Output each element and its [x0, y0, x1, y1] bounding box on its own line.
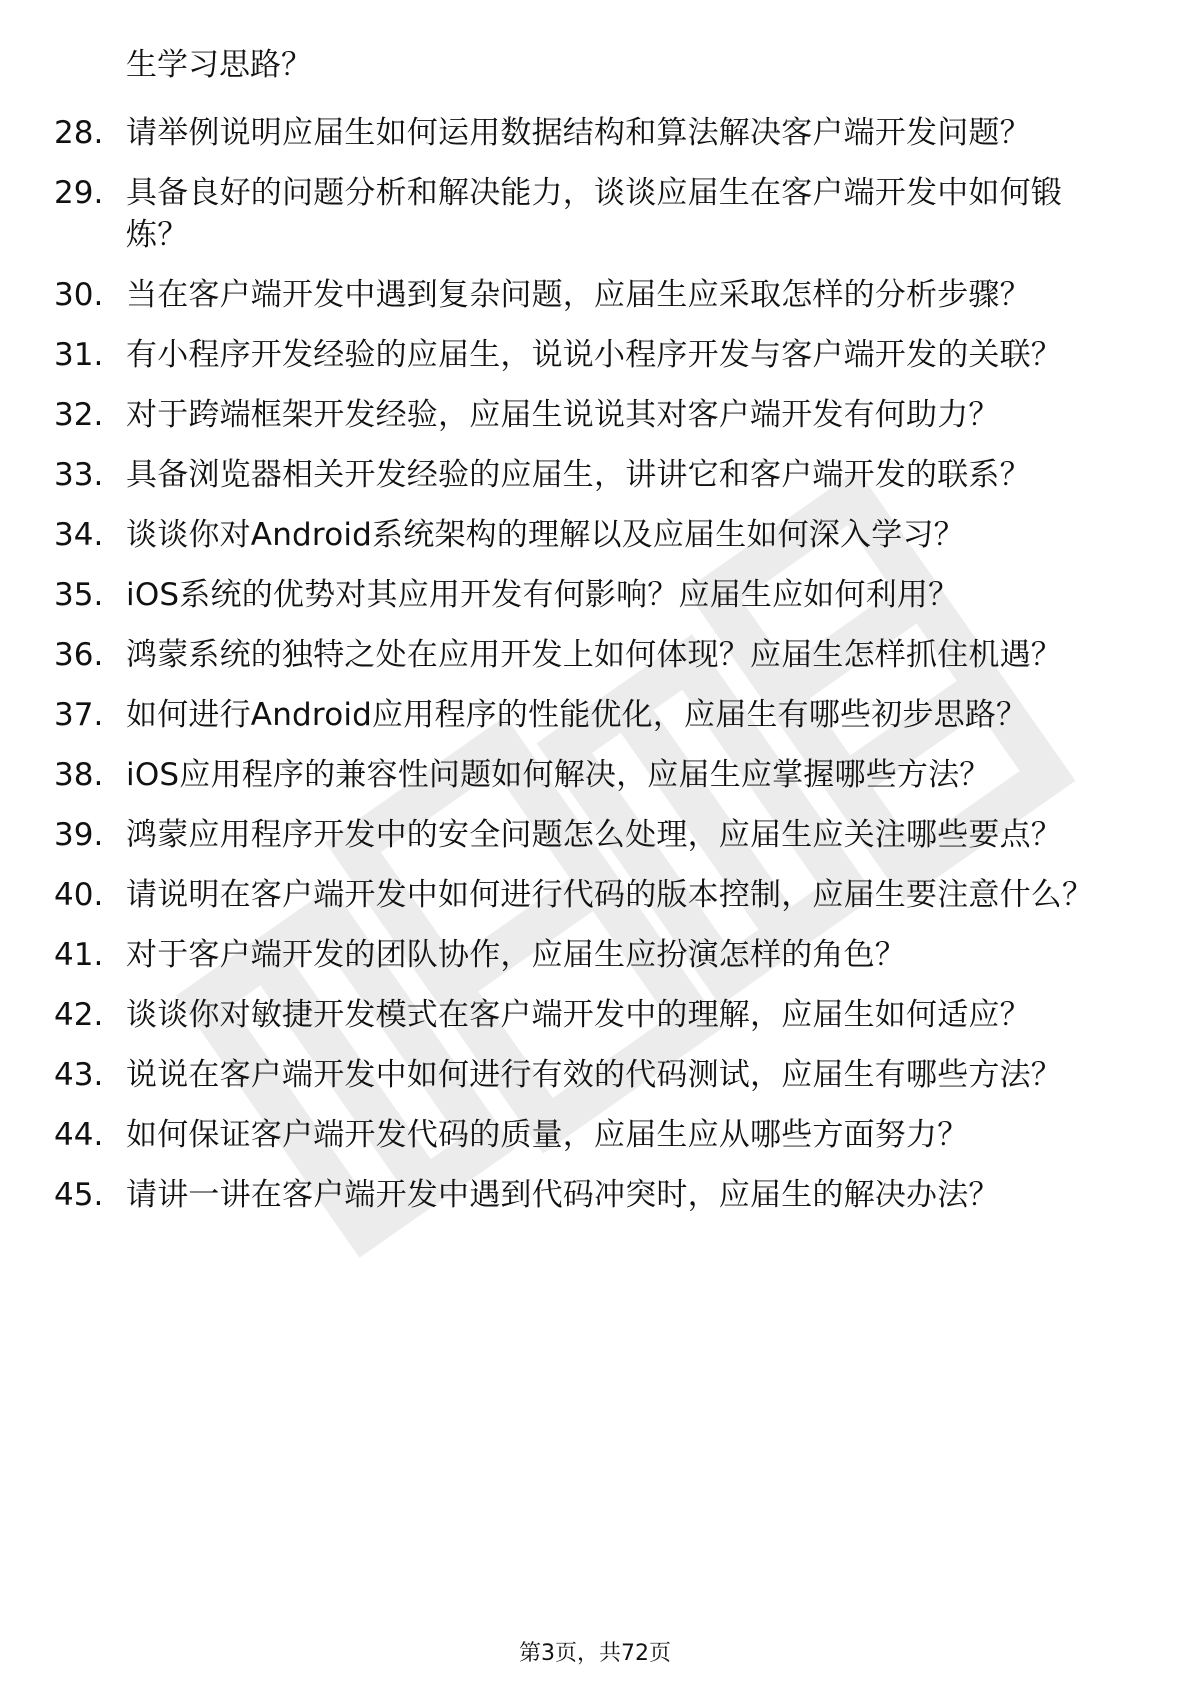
- question-text: 如何进行Android应用程序的性能优化，应届生有哪些初步思路？: [126, 697, 1028, 733]
- continued-question-text: 生学习思路？: [126, 47, 312, 83]
- question-item: [0, 112, 1116, 154]
- question-text: iOS系统的优势对其应用开发有何影响？应届生应如何利用？: [126, 577, 960, 613]
- question-number: 36.: [54, 637, 104, 673]
- question-number: 30.: [54, 277, 104, 313]
- question-item: [0, 1114, 1116, 1156]
- question-item: [0, 814, 1116, 856]
- question-item: [0, 334, 1116, 376]
- question-text: 具备浏览器相关开发经验的应届生，讲讲它和客户端开发的联系？: [126, 457, 1031, 493]
- question-text: 鸿蒙系统的独特之处在应用开发上如何体现？应届生怎样抓住机遇？: [126, 637, 1062, 673]
- question-text: iOS应用程序的兼容性问题如何解决，应届生应掌握哪些方法？: [126, 757, 991, 793]
- question-item: [0, 754, 1116, 796]
- question-number: 32.: [54, 397, 104, 433]
- question-number: 40.: [54, 877, 104, 913]
- question-text: 谈谈你对敏捷开发模式在客户端开发中的理解，应届生如何适应？: [126, 997, 1031, 1033]
- question-text: 请说明在客户端开发中如何进行代码的版本控制，应届生要注意什么？: [126, 877, 1094, 913]
- question-item: [0, 1054, 1116, 1096]
- question-number: 37.: [54, 697, 104, 733]
- question-text: 有小程序开发经验的应届生，说说小程序开发与客户端开发的关联？: [126, 337, 1062, 373]
- question-item: [0, 172, 1116, 256]
- question-item: [0, 634, 1116, 676]
- question-number: 45.: [54, 1177, 104, 1213]
- question-number: 34.: [54, 517, 104, 553]
- question-number: 41.: [54, 937, 104, 973]
- question-number: 29.: [54, 175, 104, 211]
- question-number: 35.: [54, 577, 104, 613]
- question-item: [0, 394, 1116, 436]
- question-number: 28.: [54, 115, 104, 151]
- question-item: [0, 1174, 1116, 1216]
- question-text: 如何保证客户端开发代码的质量，应届生应从哪些方面努力？: [126, 1117, 969, 1153]
- question-text: 请讲一讲在客户端开发中遇到代码冲突时，应届生的解决办法？: [126, 1177, 1000, 1213]
- question-number: 39.: [54, 817, 104, 853]
- question-number: 38.: [54, 757, 104, 793]
- question-item: [0, 994, 1116, 1036]
- question-text: 具备良好的问题分析和解决能力，谈谈应届生在客户端开发中如何锻炼？: [126, 175, 1062, 253]
- question-number: 43.: [54, 1057, 104, 1093]
- question-text: 请举例说明应届生如何运用数据结构和算法解决客户端开发问题？: [126, 115, 1031, 151]
- question-number: 44.: [54, 1117, 104, 1153]
- question-item: [0, 874, 1116, 916]
- question-number: 42.: [54, 997, 104, 1033]
- question-text: 谈谈你对Android系统架构的理解以及应届生如何深入学习？: [126, 517, 965, 553]
- question-item: [0, 694, 1116, 736]
- question-item: [0, 934, 1116, 976]
- question-text: 对于跨端框架开发经验，应届生说说其对客户端开发有何助力？: [126, 397, 1000, 433]
- question-list: [0, 112, 1190, 1234]
- question-item: [0, 274, 1116, 316]
- question-item: [0, 454, 1116, 496]
- question-item: [0, 514, 1116, 556]
- question-item: [0, 574, 1116, 616]
- question-text: 当在客户端开发中遇到复杂问题，应届生应采取怎样的分析步骤？: [126, 277, 1031, 313]
- question-text: 说说在客户端开发中如何进行有效的代码测试，应届生有哪些方法？: [126, 1057, 1062, 1093]
- question-number: 31.: [54, 337, 104, 373]
- question-text: 鸿蒙应用程序开发中的安全问题怎么处理，应届生应关注哪些要点？: [126, 817, 1062, 853]
- question-text: 对于客户端开发的团队协作，应届生应扮演怎样的角色？: [126, 937, 906, 973]
- question-number: 33.: [54, 457, 104, 493]
- page-footer: 第3页，共72页: [519, 1641, 671, 1666]
